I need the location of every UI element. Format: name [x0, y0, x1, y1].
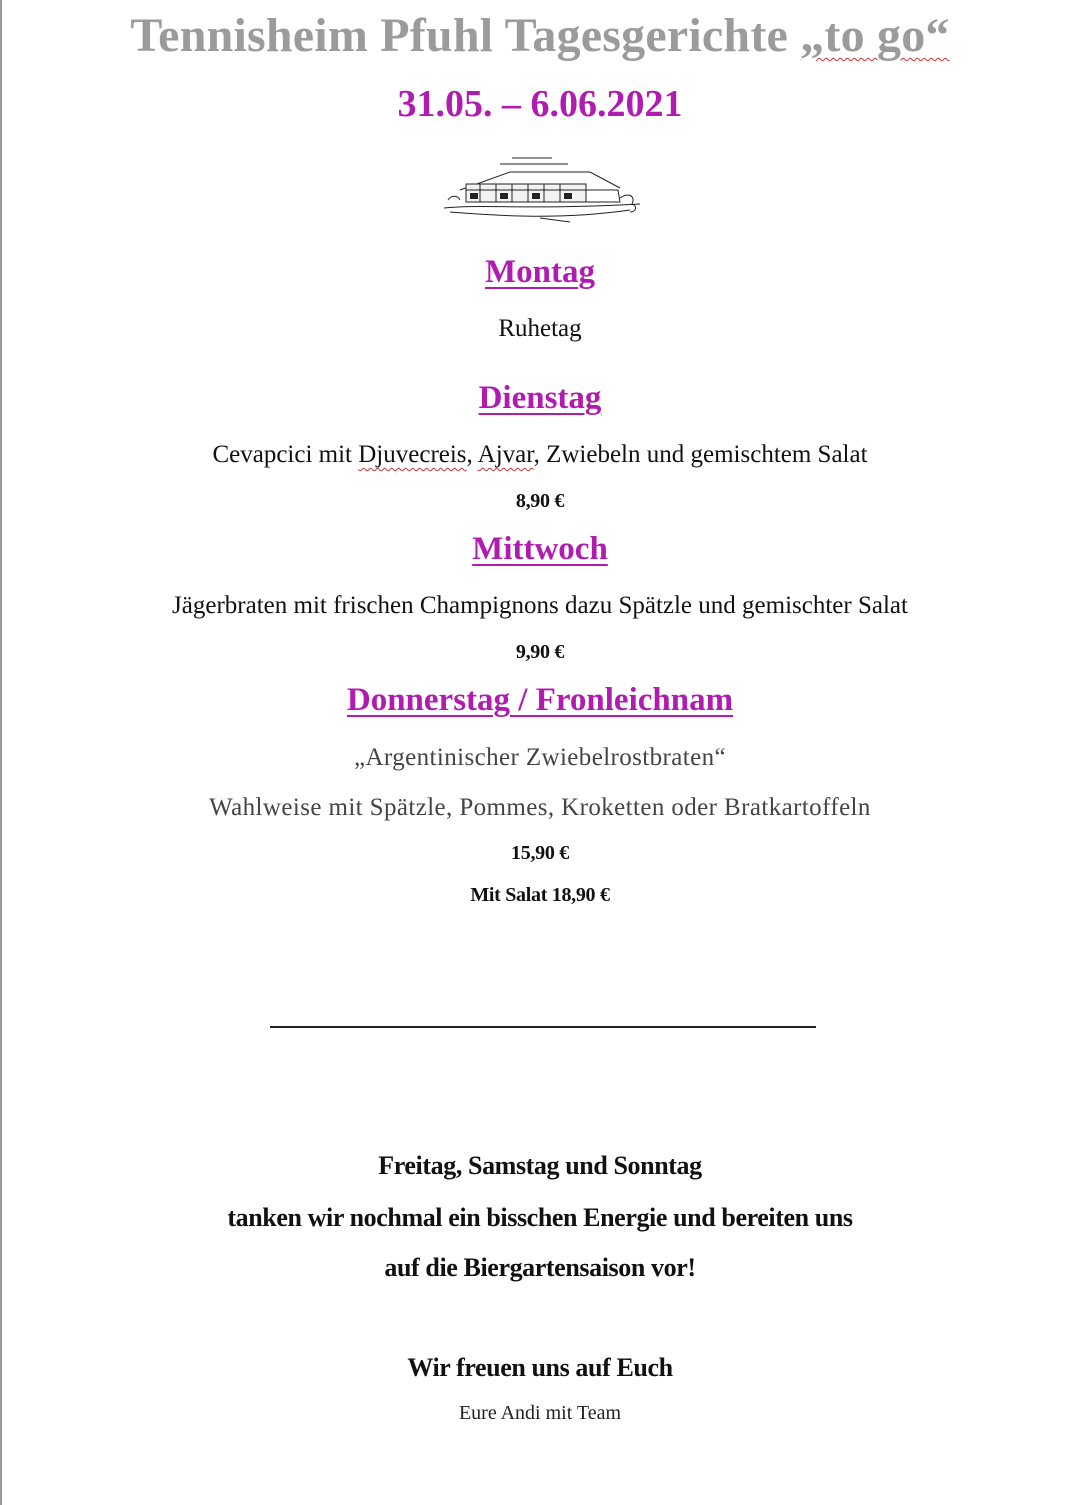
tuesday-dish-part: , Zwiebeln und gemischtem Salat [533, 441, 868, 468]
thursday-price-with-salad: Mit Salat 18,90 € [470, 884, 610, 906]
day-heading-tuesday: Dienstag [478, 380, 602, 416]
date-range: 31.05. – 6.06.2021 [397, 83, 683, 125]
wednesday-price: 9,90 € [515, 641, 565, 663]
closing-line-2: tanken wir nochmal ein bisschen Energie und bereiten uns [227, 1203, 853, 1232]
title-main: Tennisheim Pfuhl Tagesgerichte [130, 9, 801, 62]
tuesday-dish-ajvar: Ajvar [477, 441, 534, 468]
page-title [0, 8, 1080, 63]
monday-dish: Ruhetag [498, 315, 582, 342]
tennisheim-building-sketch-icon [440, 150, 650, 230]
tuesday-dish-part: Cevapcici mit [212, 441, 359, 468]
closing-line-1: Freitag, Samstag und Sonntag [378, 1151, 702, 1180]
greeting: Wir freuen uns auf Euch [407, 1353, 673, 1382]
thursday-dish-name: „Argentinischer Zwiebelrostbraten“ [353, 744, 727, 771]
day-heading-thursday: Donnerstag / Fronleichnam [346, 682, 734, 718]
tuesday-dish-part: , [466, 441, 478, 468]
wednesday-dish: Jägerbraten mit frischen Champignons dazu Spätzle und gemischter Salat [172, 592, 908, 619]
thursday-dish-sides: Wahlweise mit Spätzle, Pommes, Kroketten oder Bratkartoffeln [209, 794, 871, 821]
day-heading-wednesday: Mittwoch [472, 531, 608, 567]
tuesday-price: 8,90 € [515, 490, 565, 512]
thursday-price: 15,90 € [511, 842, 569, 864]
tuesday-dish [0, 441, 1080, 469]
divider-line [270, 1026, 816, 1028]
signature: Eure Andi mit Team [458, 1402, 622, 1424]
title-to-go: „to go“ [800, 9, 950, 62]
closing-line-3: auf die Biergartensaison vor! [384, 1253, 696, 1282]
tuesday-dish-djuvecreis: Djuvecreis [358, 441, 467, 468]
day-heading-monday: Montag [485, 254, 595, 290]
